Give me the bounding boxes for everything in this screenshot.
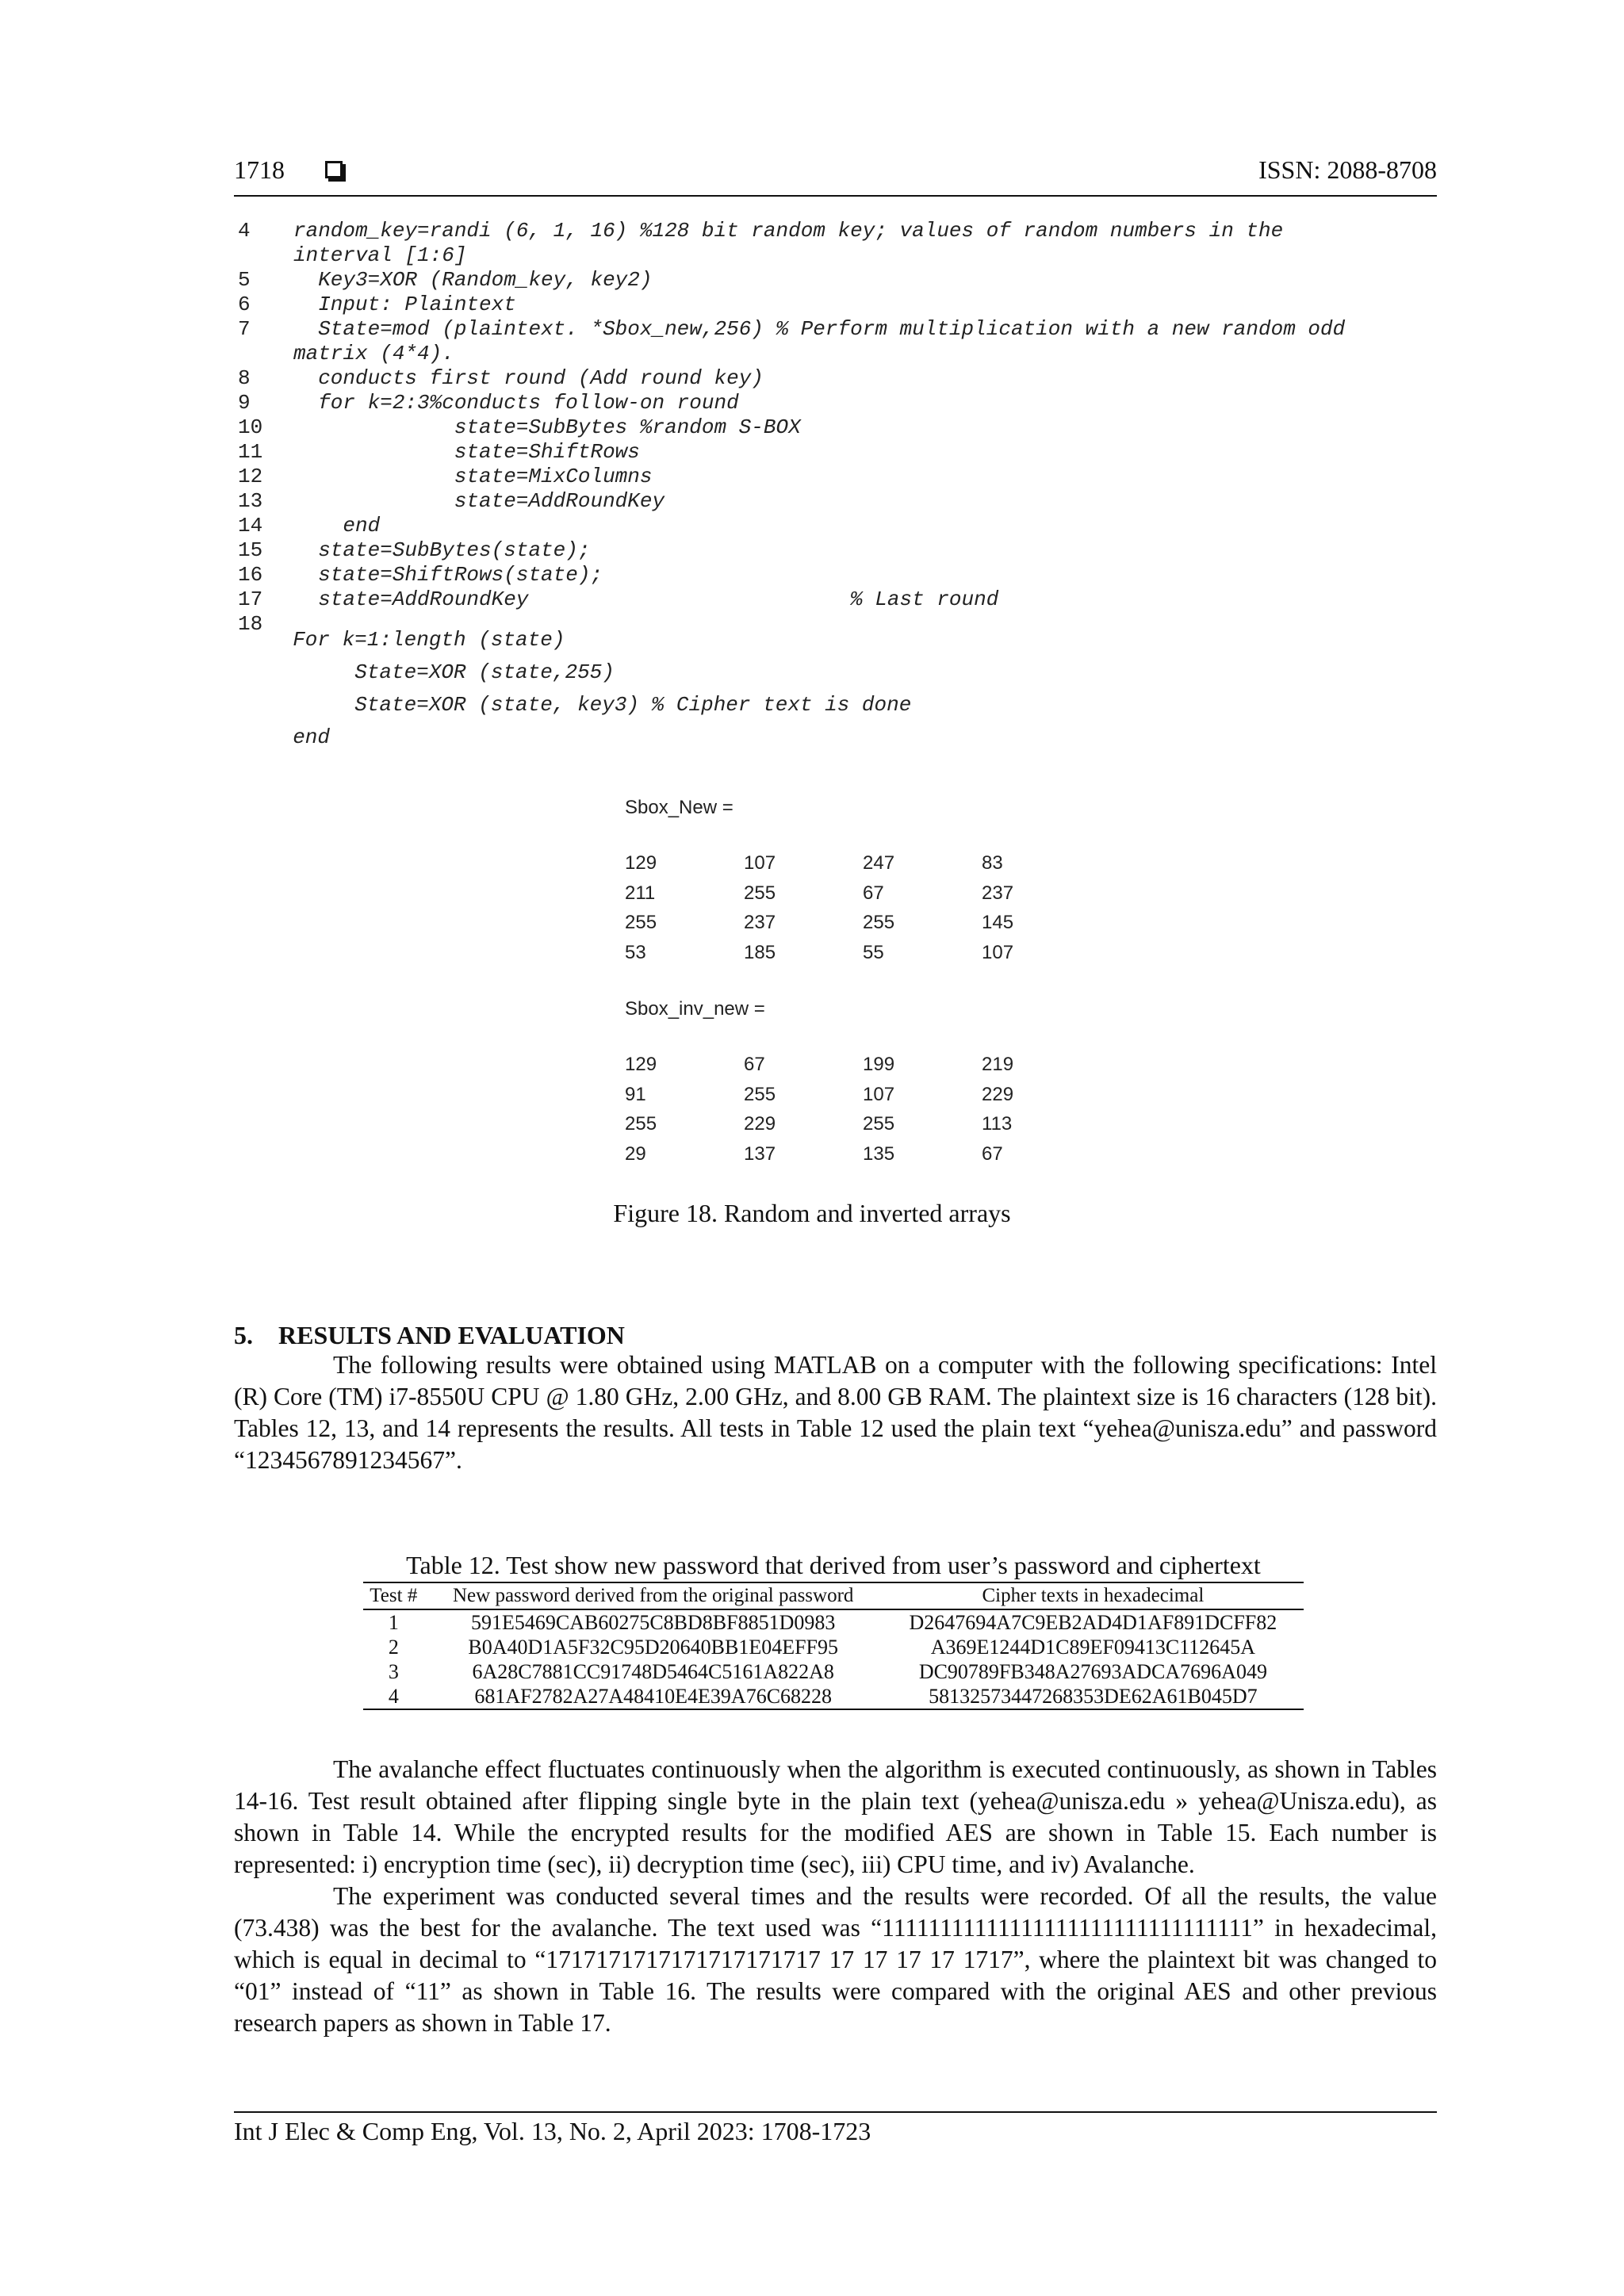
line-number: 16 bbox=[238, 563, 263, 587]
sbox-inv-cell: 29 bbox=[625, 1142, 646, 1165]
table-cell: DC90789FB348A27693ADCA7696A049 bbox=[918, 1660, 1267, 1683]
line-number: 12 bbox=[238, 465, 263, 488]
code-text: Key3=XOR (Random_key, key2) bbox=[293, 268, 653, 292]
line-number: 6 bbox=[238, 293, 251, 316]
sbox-inv-cell: 255 bbox=[625, 1113, 657, 1135]
code-text: Input: Plaintext bbox=[293, 293, 516, 316]
table-cell: 4 bbox=[363, 1684, 424, 1709]
code-line: end bbox=[268, 725, 331, 749]
sbox-new-cell: 67 bbox=[863, 882, 884, 904]
code-line bbox=[238, 415, 1345, 440]
line-number: 11 bbox=[238, 440, 263, 464]
code-line bbox=[238, 342, 1345, 366]
code-line: State=XOR (state,255) bbox=[268, 660, 615, 684]
code-text: conducts first round (Add round key) bbox=[293, 366, 764, 390]
code-line bbox=[238, 317, 1345, 342]
sbox-new-cell: 255 bbox=[744, 882, 776, 904]
table-cell: 3 bbox=[388, 1660, 399, 1683]
paragraph-experiment: The experiment was conducted several times and the results were recorded. Of all the results, the value (73.438) was the best for the avalanche. The text used was “11111111111111111111111111111111” in hexadecimal, which is equal in decimal to “1717171717171717171717 17 17 17 17 1717”, where the plaintext bit was changed to “01” instead of “11” as shown in Table 16. The results were compared with the original AES and other previous research papers as shown in Table 17. bbox=[234, 1882, 1437, 2037]
sbox-inv-cell: 107 bbox=[863, 1083, 895, 1105]
sbox-new-cell: 185 bbox=[744, 941, 776, 963]
line-number: 18 bbox=[238, 612, 263, 636]
code-text: state=MixColumns bbox=[293, 465, 653, 488]
table-row bbox=[363, 1635, 1304, 1659]
sbox-inv-cell: 113 bbox=[982, 1113, 1013, 1135]
sbox-new-label: Sbox_New = bbox=[625, 797, 733, 818]
code-listing-tail bbox=[268, 624, 911, 754]
issn: ISSN: 2088-8708 bbox=[1258, 155, 1437, 184]
sbox-inv-cell: 129 bbox=[625, 1054, 657, 1075]
table-header-test: Test # bbox=[363, 1582, 424, 1609]
sbox-inv-cell: 91 bbox=[625, 1083, 646, 1105]
sbox-new-cell: 255 bbox=[863, 912, 895, 933]
code-line bbox=[238, 587, 1345, 612]
sbox-inv-cell: 67 bbox=[982, 1142, 1003, 1165]
sbox-new-cell: 83 bbox=[982, 852, 1003, 874]
table-cell: 1 bbox=[388, 1611, 399, 1634]
sbox-new-cell: 53 bbox=[625, 941, 646, 963]
code-line bbox=[238, 440, 1345, 465]
sbox-inv-cell: 229 bbox=[744, 1113, 776, 1135]
line-number: 5 bbox=[238, 268, 251, 292]
sbox-inv-cell: 255 bbox=[744, 1083, 776, 1105]
sbox-new-cell: 255 bbox=[625, 912, 657, 933]
figure-18 bbox=[625, 797, 1069, 1169]
sbox-new-cell: 107 bbox=[982, 941, 1014, 963]
code-line bbox=[238, 293, 1345, 317]
header-rule bbox=[234, 195, 1437, 197]
code-line bbox=[238, 489, 1345, 514]
sbox-new-cell: 237 bbox=[982, 882, 1014, 904]
code-text: state=SubBytes %random S-BOX bbox=[293, 415, 801, 439]
sbox-new-cell: 55 bbox=[863, 941, 884, 963]
code-line: State=XOR (state, key3) % Cipher text is done bbox=[268, 693, 912, 717]
sbox-new-cell: 247 bbox=[863, 852, 895, 874]
sbox-inv-cell: 199 bbox=[863, 1054, 895, 1075]
line-number: 9 bbox=[238, 391, 251, 415]
paragraph-intro bbox=[234, 1349, 1437, 1476]
code-line bbox=[238, 538, 1345, 563]
section-heading: 5. RESULTS AND EVALUATION bbox=[234, 1321, 625, 1349]
code-line: For k=1:length (state) bbox=[268, 628, 565, 652]
table-cell: B0A40D1A5F32C95D20640BB1E04EFF95 bbox=[468, 1636, 839, 1659]
sbox-new-cell: 211 bbox=[625, 882, 656, 904]
line-number: 17 bbox=[238, 587, 263, 611]
sbox-new-cell: 237 bbox=[744, 912, 776, 933]
code-text: state=ShiftRows bbox=[293, 440, 640, 464]
code-line bbox=[238, 465, 1345, 489]
line-number: 13 bbox=[238, 489, 263, 513]
sbox-new-cell: 107 bbox=[744, 852, 776, 874]
line-number: 7 bbox=[238, 317, 251, 341]
line-number: 8 bbox=[238, 366, 251, 390]
code-text: random_key=randi (6, 1, 16) %128 bit random key; values of random numbers in the bbox=[293, 219, 1284, 243]
footer-rule bbox=[234, 2111, 1437, 2113]
code-text: State=mod (plaintext. *Sbox_new,256) % Perform multiplication with a new random odd bbox=[293, 317, 1346, 341]
page-number: 1718 bbox=[234, 155, 285, 184]
line-number: 15 bbox=[238, 538, 263, 562]
code-text: state=AddRoundKey % Last round bbox=[293, 587, 999, 611]
sbox-inv-label: Sbox_inv_new = bbox=[625, 998, 765, 1020]
line-number: 14 bbox=[238, 514, 263, 538]
code-text: for k=2:3%conducts follow-on round bbox=[293, 391, 739, 415]
sbox-inv-cell: 219 bbox=[982, 1054, 1014, 1075]
code-text: state=ShiftRows(state); bbox=[293, 563, 603, 587]
line-number: 4 bbox=[238, 219, 251, 243]
sbox-inv-cell: 137 bbox=[744, 1142, 776, 1165]
code-line bbox=[238, 366, 1345, 391]
code-text: state=SubBytes(state); bbox=[293, 538, 591, 562]
table-header-cipher: Cipher texts in hexadecimal bbox=[883, 1582, 1304, 1609]
table-12 bbox=[363, 1551, 1304, 1710]
footer-citation: Int J Elec & Comp Eng, Vol. 13, No. 2, April 2023: 1708-1723 bbox=[234, 2117, 871, 2145]
code-line bbox=[238, 243, 1345, 268]
code-text: end bbox=[293, 514, 381, 538]
code-line bbox=[238, 391, 1345, 415]
table-row bbox=[363, 1684, 1304, 1709]
table-cell: D2647694A7C9EB2AD4D1AF891DCFF82 bbox=[909, 1611, 1277, 1634]
code-listing bbox=[238, 219, 1345, 637]
table-cell: A369E1244D1C89EF09413C112645A bbox=[930, 1636, 1256, 1659]
code-line bbox=[238, 268, 1345, 293]
code-line bbox=[238, 219, 1345, 243]
paragraph-body bbox=[234, 1754, 1437, 2039]
figure-caption: Figure 18. Random and inverted arrays bbox=[613, 1199, 1011, 1227]
table-caption: Table 12. Test show new password that derived from user’s password and ciphertext bbox=[406, 1551, 1261, 1579]
sbox-inv-cell: 255 bbox=[863, 1113, 895, 1135]
table-row bbox=[363, 1659, 1304, 1684]
sbox-inv-cell: 67 bbox=[744, 1054, 765, 1075]
sbox-new-cell: 145 bbox=[982, 912, 1014, 933]
code-line bbox=[238, 563, 1345, 587]
code-text: matrix (4*4). bbox=[293, 342, 454, 365]
table-cell: 58132573447268353DE62A61B045D7 bbox=[883, 1684, 1304, 1709]
code-line bbox=[238, 514, 1345, 538]
sbox-inv-cell: 135 bbox=[863, 1142, 895, 1165]
table-row bbox=[363, 1609, 1304, 1635]
table-header-password: New password derived from the original password bbox=[424, 1582, 883, 1609]
table-cell: 681AF2782A27A48410E4E39A76C68228 bbox=[424, 1684, 883, 1709]
paragraph-text: The following results were obtained using MATLAB on a computer with the following specifications: Intel (R) Core (TM) i7-8550U CPU @ 1.80 GHz, 2.00 GHz, and 8.00 GB RAM. The plaintext size is 16 characters (128 bit). Tables 12, 13, and 14 represents the results. All tests in Table 12 used the plain text “yehea@unisza.edu” and password “1234567891234567”. bbox=[234, 1351, 1437, 1474]
paragraph-avalanche: The avalanche effect fluctuates continuously when the algorithm is executed continuously, as shown in Tables 14-16. Test result obtained after flipping single byte in the plain text (yehea@unisza.edu » yehea@Unisza.edu), as shown in Table 14. While the encrypted results for the modified AES are shown in Table 15. Each number is represented: i) encryption time (sec), ii) decryption time (sec), iii) CPU time, and iv) Avalanche. bbox=[234, 1755, 1437, 1878]
code-text: interval [1:6] bbox=[293, 243, 467, 267]
sbox-inv-cell: 229 bbox=[982, 1083, 1014, 1105]
table-cell: 2 bbox=[388, 1636, 399, 1659]
checkbox-square-icon bbox=[325, 161, 343, 178]
table-cell: 591E5469CAB60275C8BD8BF8851D0983 bbox=[471, 1611, 836, 1634]
code-text: state=AddRoundKey bbox=[293, 489, 665, 513]
table-cell: 6A28C7881CC91748D5464C5161A822A8 bbox=[472, 1660, 834, 1683]
sbox-new-cell: 129 bbox=[625, 852, 657, 874]
line-number: 10 bbox=[238, 415, 263, 439]
